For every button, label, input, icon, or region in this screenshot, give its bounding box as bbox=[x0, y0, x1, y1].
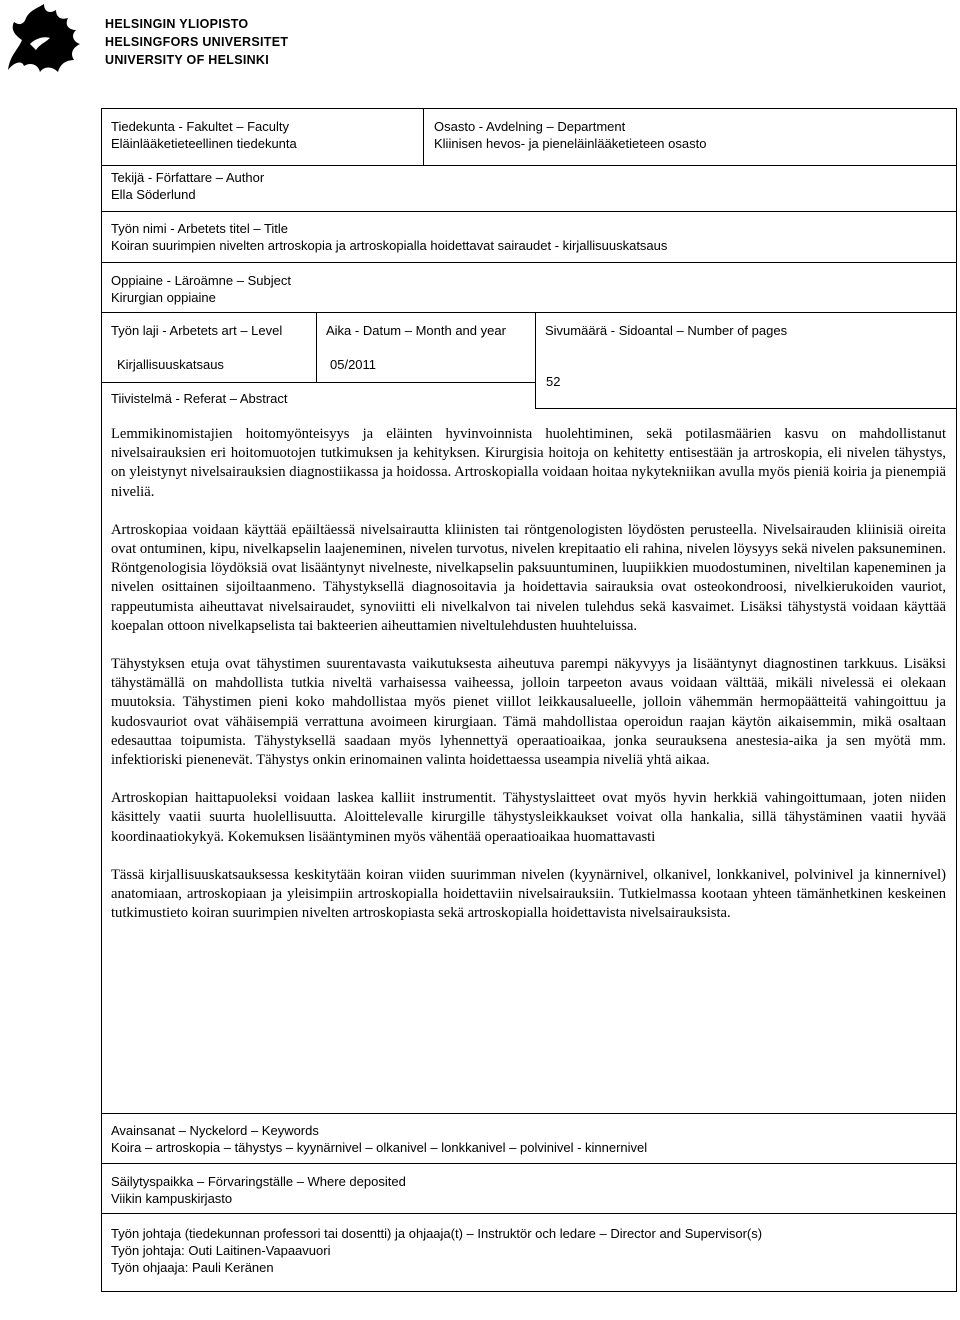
university-name-en: UNIVERSITY OF HELSINKI bbox=[105, 53, 270, 67]
date-label: Aika - Datum – Month and year bbox=[326, 323, 506, 338]
department-value: Kliinisen hevos- ja pieneläinlääketieteen osasto bbox=[434, 136, 707, 151]
director-value: Työn johtaja: Outi Laitinen-Vapaavuori bbox=[111, 1243, 331, 1258]
university-names bbox=[105, 15, 288, 69]
divider-after-author bbox=[101, 211, 957, 212]
title-field bbox=[111, 220, 667, 254]
department-field bbox=[434, 118, 706, 152]
pages-value: 52 bbox=[546, 374, 561, 389]
faculty-label: Tiedekunta - Fakultet – Faculty bbox=[111, 119, 289, 134]
author-field bbox=[111, 169, 264, 203]
keywords-field bbox=[111, 1122, 647, 1156]
divider-after-keywords bbox=[101, 1163, 957, 1164]
supervisor-value: Työn ohjaaja: Pauli Keränen bbox=[111, 1260, 274, 1275]
level-value: Kirjallisuuskatsaus bbox=[117, 357, 224, 372]
supervisors-label: Työn johtaja (tiedekunnan professori tai dosentti) ja ohjaaja(t) – Instruktör och ledare – Director and Supervisor(s) bbox=[111, 1226, 763, 1241]
pages-label: Sivumäärä - Sidoantal – Number of pages bbox=[545, 323, 788, 338]
divider-before-keywords bbox=[101, 1113, 957, 1114]
subject-label: Oppiaine - Läroämne – Subject bbox=[111, 273, 291, 288]
deposited-field bbox=[111, 1173, 406, 1207]
divider-after-deposited bbox=[101, 1213, 957, 1214]
abstract-paragraph: Artroskopian haittapuoleksi voidaan laskea kalliit instrumentit. Tähystyslaitteet ovat myös hyvin herkkiä vahingoittumaan, joten niiden käsittely vaatii suurta huolellisuutta. Aloittelevalle kirurgille tähystysleikkaukset voivat olla hankalia, sillä tähystäminen vaatii hyvää koordinaatiokykyä. Kokemuksen lisääntyminen myös vähentää operaatioaikaa huomattavasti bbox=[111, 790, 946, 845]
author-value: Ella Söderlund bbox=[111, 187, 196, 202]
university-name-fi: HELSINGIN YLIOPISTO bbox=[105, 17, 249, 31]
divider-after-title bbox=[101, 262, 957, 263]
university-logo bbox=[0, 0, 95, 80]
divider-date-pages bbox=[535, 312, 536, 408]
faculty-field bbox=[111, 118, 297, 152]
deposited-value: Viikin kampuskirjasto bbox=[111, 1191, 233, 1206]
title-value: Koiran suurimpien nivelten artroskopia ja artroskopialla hoidettavat sairaudet - kirjallisuuskatsaus bbox=[111, 238, 668, 253]
divider-faculty-department bbox=[423, 108, 424, 165]
abstract-paragraph: Tähystyksen etuja ovat tähystimen suurentavasta vaikutuksesta aiheutuva parempi näkyvyys ja lisääntynyt diagnostinen tarkkuus. Lisäksi tähystämällä on mahdollista tutkia niveltä varhaisessa vaiheessa, jolloin tarpeeton avaus voidaan välttää, mikäli nivelessä ei olekaan muutoksia. Tähystimen pieni koko mahdollistaa myös pienet viillot leikkausalueelle, jolloin vähemmän hermopäätteitä vahingoittuu ja kudosvauriot ovat vähäisempiä verrattuna avoimeen kirurgiaan. Tämä mahdollistaa operoidun raajan käytön aikaisemmin, mikä osaltaan edesauttaa toipumista. Tähystyksellä saadaan myös lyhennettyä operaatioaikaa, jonka seurauksena anestesia-aika ja sen myötä mm. infektioriski pienenevät. Tähystys onkin erinomainen valinta hoidettaessa useampia niveliä yhtä aikaa. bbox=[111, 656, 946, 769]
university-name-sv: HELSINGFORS UNIVERSITET bbox=[105, 35, 289, 49]
title-label: Työn nimi - Arbetets titel – Title bbox=[111, 221, 289, 236]
keywords-value: Koira – artroskopia – tähystys – kyynärnivel – olkanivel – lonkkanivel – polvinivel - kinnernivel bbox=[111, 1140, 648, 1155]
abstract-paragraph: Tässä kirjallisuuskatsauksessa keskitytään koiran viiden suurimman nivelen (kyynärnivel, olkanivel, lonkkanivel, polvinivel ja kinnernivel) anatomiaan, artroskopiaan ja yleisimpiin artroskopialla hoidettaviin nivelsairauksiin. Tutkielmassa kootaan yhteen tämänhetkinen keskeinen tutkimustieto koiran suurimpien nivelten artroskopiasta sekä artroskopialla hoidettavista nivelsairauksista. bbox=[111, 866, 946, 922]
supervisors-field bbox=[111, 1225, 762, 1276]
faculty-value: Eläinlääketieteellinen tiedekunta bbox=[111, 136, 297, 151]
divider-level-date bbox=[316, 312, 317, 382]
deposited-label: Säilytyspaikka – Förvaringställe – Where deposited bbox=[111, 1174, 406, 1189]
divider-after-faculty bbox=[101, 165, 957, 166]
divider-under-pages bbox=[535, 408, 957, 409]
abstract-paragraph: Lemmikinomistajien hoitomyönteisyys ja eläinten hyvinvoinnista huolehtiminen, sekä potilasmäärien kasvu on mahdollistanut nivelsairauksien eri hoitomuotojen tutkimuksen ja kehityksen. Kirurgisia hoitoja on kehitetty entisestään ja artroskopia, eli nivelen tähystys, on yleistynyt nivelsairauksien diagnostiikassa ja hoidossa. Artroskopialla voidaan hoitaa nykytekniikan avulla myös pieniä koiria ja pienempiä niveliä. bbox=[111, 426, 946, 500]
abstract-body bbox=[111, 425, 946, 942]
subject-value: Kirurgian oppiaine bbox=[111, 290, 216, 305]
keywords-label: Avainsanat – Nyckelord – Keywords bbox=[111, 1123, 319, 1138]
subject-field bbox=[111, 272, 291, 306]
department-label: Osasto - Avdelning – Department bbox=[434, 119, 626, 134]
date-value: 05/2011 bbox=[330, 357, 377, 372]
author-label: Tekijä - Författare – Author bbox=[111, 170, 265, 185]
abstract-paragraph: Artroskopiaa voidaan käyttää epäiltäessä nivelsairautta kliinisten tai röntgenologisten löydösten perusteella. Nivelsairauden kliinisiä oireita ovat ontuminen, kipu, nivelkapselin laajeneminen, nivelen turvotus, nivelen krepitaatio eli rahina, nivelen löysyys sekä nivelen paksuneminen. Röntgenologisia löydöksiä ovat lisääntynyt nivelneste, nivelkapselin paksuuntuminen, luupiikkien muodostuminen, niveltilan kapeneminen ja nivelen osittainen sijoiltaanmeno. Tähystyksellä diagnosoitavia ja hoidettavia sairauksia ovat osteokondroosi, nivelkierukoiden vauriot, rappeutumista aiheuttavat nivelsairaudet, synoviitti eli nivelkalvon tai nivelen tulehdus sekä kasvaimet. Lisäksi tähystystä voidaan käyttää koepalan ottoon nivelkapselista tai bakteerien aiheuttamien niveltulehdusten huuhteluissa. bbox=[111, 521, 946, 634]
divider-after-subject bbox=[101, 312, 957, 313]
level-label: Työn laji - Arbetets art – Level bbox=[111, 323, 283, 338]
abstract-label: Tiivistelmä - Referat – Abstract bbox=[111, 391, 288, 406]
divider-under-level bbox=[101, 382, 535, 383]
